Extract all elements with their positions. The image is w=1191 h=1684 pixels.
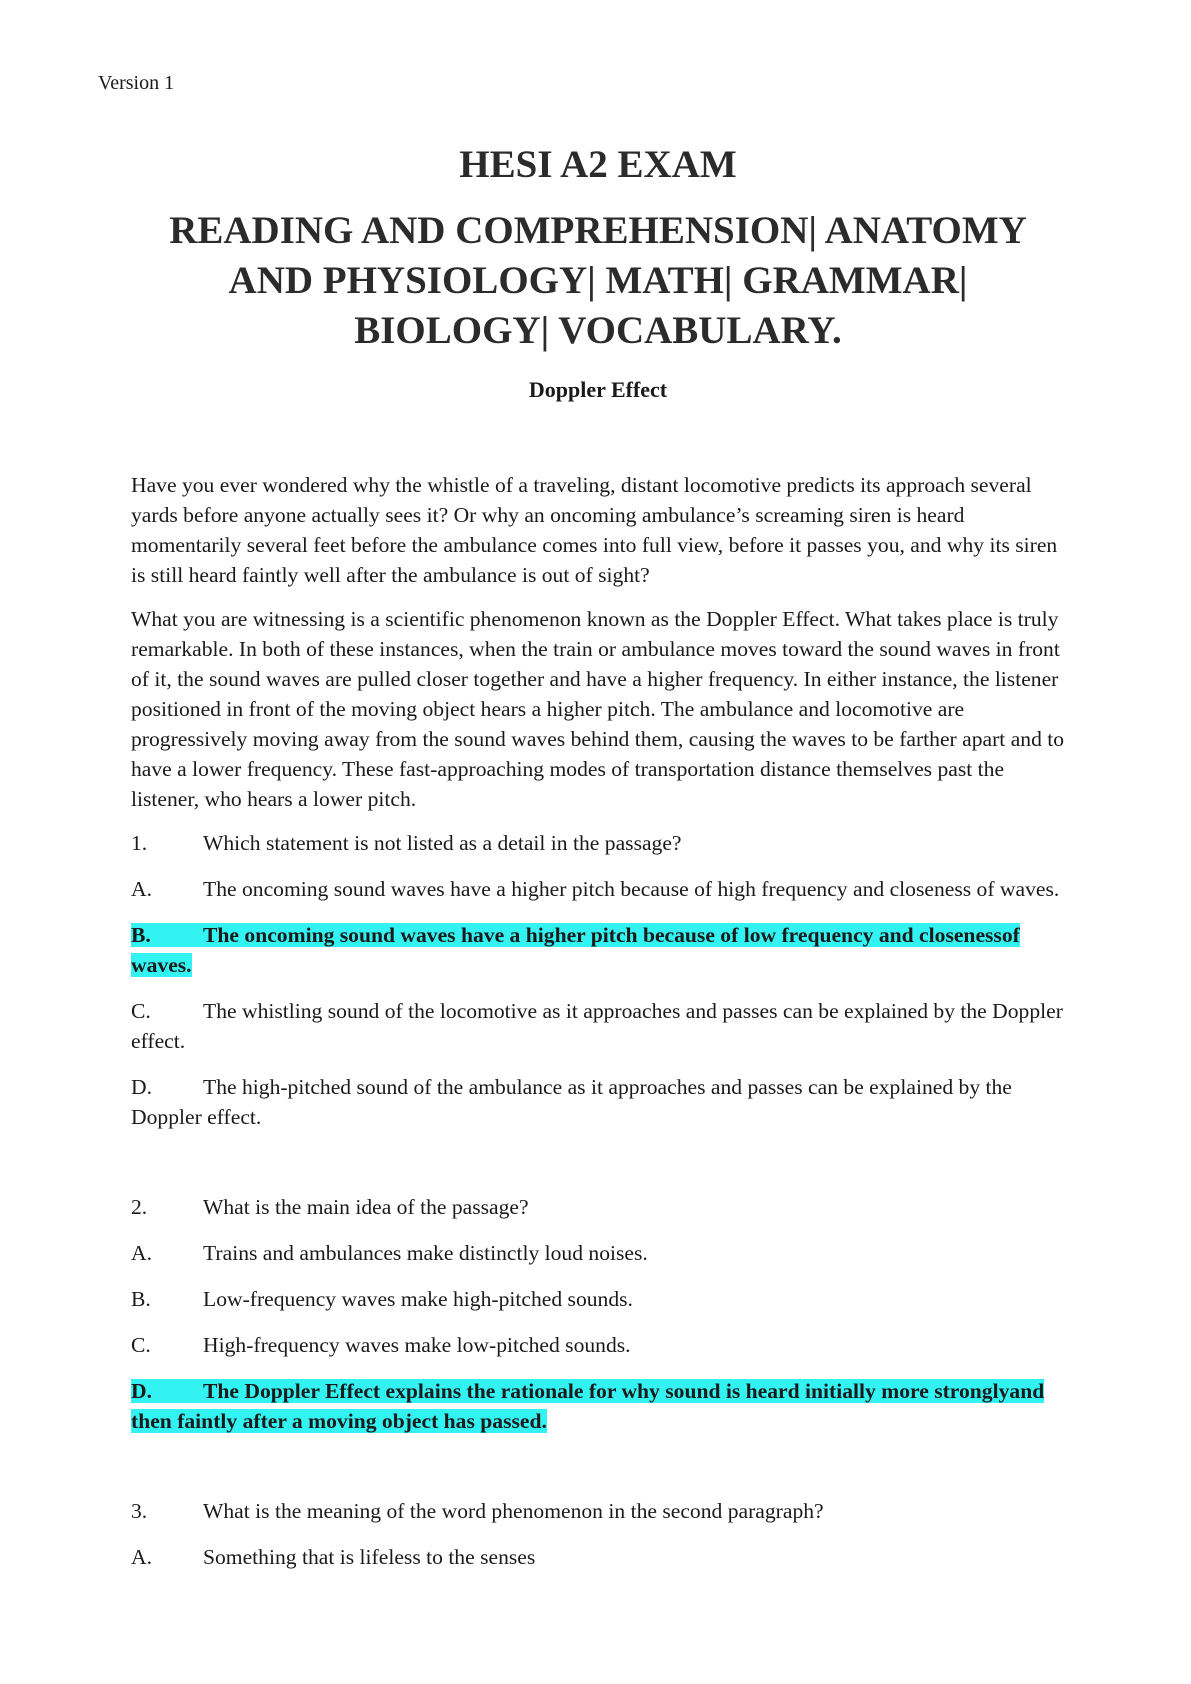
option-letter: A. xyxy=(131,1241,152,1265)
option-text: Something that is lifeless to the senses xyxy=(203,1545,536,1569)
option-text: Low-frequency waves make high-pitched sounds. xyxy=(203,1287,633,1311)
question-2-option-b xyxy=(131,1284,1071,1314)
option-text: The Doppler Effect explains the rationale for why sound is heard initially more stronglyand then faintly after a moving object has passed. xyxy=(131,1379,1045,1433)
question-3 xyxy=(131,1496,1071,1526)
option-text: Trains and ambulances make distinctly loud noises. xyxy=(203,1241,648,1265)
question-text: Which statement is not listed as a detail in the passage? xyxy=(203,831,682,855)
question-2-option-a xyxy=(131,1238,1071,1268)
subtitle-line-2: AND PHYSIOLOGY| MATH| GRAMMAR| xyxy=(228,259,968,302)
question-3-option-a xyxy=(131,1542,1071,1572)
question-number: 3. xyxy=(131,1499,148,1523)
spacer xyxy=(131,1148,1071,1192)
question-number: 2. xyxy=(131,1195,148,1219)
option-letter: A. xyxy=(131,877,152,901)
option-letter: D. xyxy=(131,1075,152,1099)
passage-paragraph-1: Have you ever wondered why the whistle of a traveling, distant locomotive predicts its approach several yards before anyone actually sees it? Or why an oncoming ambulance’s screaming siren is heard momentarily several feet before the ambulance comes into full view, before it passes you, and why its siren is still heard faintly well after the ambulance is out of sight? xyxy=(131,473,1058,587)
question-1 xyxy=(131,828,1071,858)
subtitle-line-1: READING AND COMPREHENSION| ANATOMY xyxy=(169,209,1027,252)
option-letter: C. xyxy=(131,1333,151,1357)
question-2 xyxy=(131,1192,1071,1222)
version-label: Version 1 xyxy=(98,72,175,94)
question-text: What is the main idea of the passage? xyxy=(203,1195,529,1219)
question-1-option-d xyxy=(131,1072,1071,1132)
question-1-option-b-answer xyxy=(131,920,1071,980)
question-1-option-c xyxy=(131,996,1071,1056)
option-letter: B. xyxy=(131,923,151,947)
option-letter: C. xyxy=(131,999,151,1023)
question-1-option-a xyxy=(131,874,1071,904)
option-letter: D. xyxy=(131,1379,152,1403)
subtitle-line-3: BIOLOGY| VOCABULARY. xyxy=(354,309,842,352)
option-text: The oncoming sound waves have a higher pitch because of high frequency and closeness of waves. xyxy=(203,877,1060,901)
section-heading: Doppler Effect xyxy=(528,377,668,402)
option-text: The oncoming sound waves have a higher pitch because of low frequency and closenessof waves. xyxy=(131,923,1020,977)
spacer xyxy=(131,1452,1071,1496)
exam-subtitle xyxy=(98,206,1098,356)
option-text: High-frequency waves make low-pitched sounds. xyxy=(203,1333,631,1357)
question-2-option-d-answer xyxy=(131,1376,1071,1436)
option-text: The whistling sound of the locomotive as it approaches and passes can be explained by the Doppler effect. xyxy=(131,999,1063,1053)
passage-paragraph-2: What you are witnessing is a scientific phenomenon known as the Doppler Effect. What takes place is truly remarkable. In both of these instances, when the train or ambulance moves toward the sound waves in front of it, the sound waves are pulled closer together and have a higher frequency. In either instance, the listener positioned in front of the moving object hears a higher pitch. The ambulance and locomotive are progressively moving away from the sound waves behind them, causing the waves to be farther apart and to have a lower frequency. These fast-approaching modes of transportation distance themselves past the listener, who hears a lower pitch. xyxy=(131,607,1065,811)
document-body xyxy=(131,470,1071,1588)
question-text: What is the meaning of the word phenomenon in the second paragraph? xyxy=(203,1499,824,1523)
question-2-option-c xyxy=(131,1330,1071,1360)
option-letter: B. xyxy=(131,1287,151,1311)
exam-title: HESI A2 EXAM xyxy=(459,143,737,186)
option-text: The high-pitched sound of the ambulance as it approaches and passes can be explained by the Doppler effect. xyxy=(131,1075,1012,1129)
option-letter: A. xyxy=(131,1545,152,1569)
question-number: 1. xyxy=(131,831,148,855)
